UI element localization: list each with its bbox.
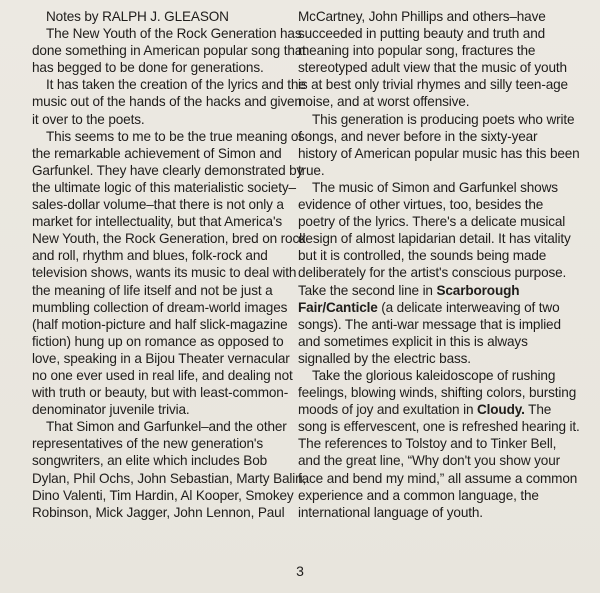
paragraph: This seems to me to be the true meaning of the remarkable achievement of Simon and Garfunkel. They have clearly demonstrated by the ultimate logic of this materialistic society–sales-dollar volume–that there is not only a market for intellectuality, but that America's New Youth, the Rock Generation, bred on rock and roll, rhythm and blues, folk-rock and television shows, wants its music to deal with the meaning of life itself and not be just a mumbling collection of dream-world images (half motion-picture and half slick-magazine fiction) hung up on romance as opposed to love, speaking in a Bijou Theater vernacular no one ever used in real life, and dealing not with truth or beauty, but with least-common-denominator juvenile trivia. <box>32 128 306 418</box>
text: The song is effervescent, one is refreshed hearing it. The references to Tolstoy and to Tinker Bell, and the great line, “Why don't you show your face and bend my mind,” all assume a common experience and a common language, the international language of youth. <box>298 402 580 520</box>
paragraph: It has taken the creation of the lyrics and the music out of the hands of the hacks and given it over to the poets. <box>32 77 306 127</box>
text: The music of Simon and Garfunkel shows evidence of other virtues, too, besides the poetry of the lyrics. There's a delicate musical design of almost lapidarian detail. It has vitality but it is controlled, the sounds being made deliberately for the artist's conscious purpose. Take the second line in <box>298 179 571 298</box>
byline: Notes by RALPH J. GLEASON <box>46 9 229 24</box>
text: Take the glorious kaleidoscope of rushing feelings, blowing winds, shifting colors, bursting moods of joy and exultation in <box>298 367 577 418</box>
paragraph-continuation: McCartney, John Phillips and others–have succeeded in putting beauty and truth and meaning into popular song, fractures the stereotyped adult view that the music of youth is at best only trivial rhymes and silly teen-age noise, and at worst offensive. <box>298 9 568 110</box>
right-column <box>298 8 580 521</box>
song-title: Scarborough Fair/Canticle <box>298 282 520 315</box>
paragraph: That Simon and Garfunkel–and the other representatives of the new generation's songwriters, an elite which includes Bob Dylan, Phil Ochs, John Sebastian, Marty Balin, Dino Valenti, Tim Hardin, Al Kooper, Smokey Robinson, Mick Jagger, John Lennon, Paul <box>32 419 307 520</box>
text: (a delicate interweaving of two songs). The anti-war message that is implied and sometimes explicit in this is always signalled by the electric bass. <box>298 299 561 366</box>
left-column <box>32 8 308 521</box>
page-number: 3 <box>296 563 304 579</box>
paragraph: The New Youth of the Rock Generation has done something in American popular song that has begged to be done for generations. <box>32 26 306 76</box>
song-title: Cloudy. <box>476 402 525 418</box>
paragraph <box>298 179 580 367</box>
paragraph <box>298 367 580 521</box>
paragraph: This generation is producing poets who write songs, and never before in the sixty-year history of American popular music has this been true. <box>298 111 580 178</box>
